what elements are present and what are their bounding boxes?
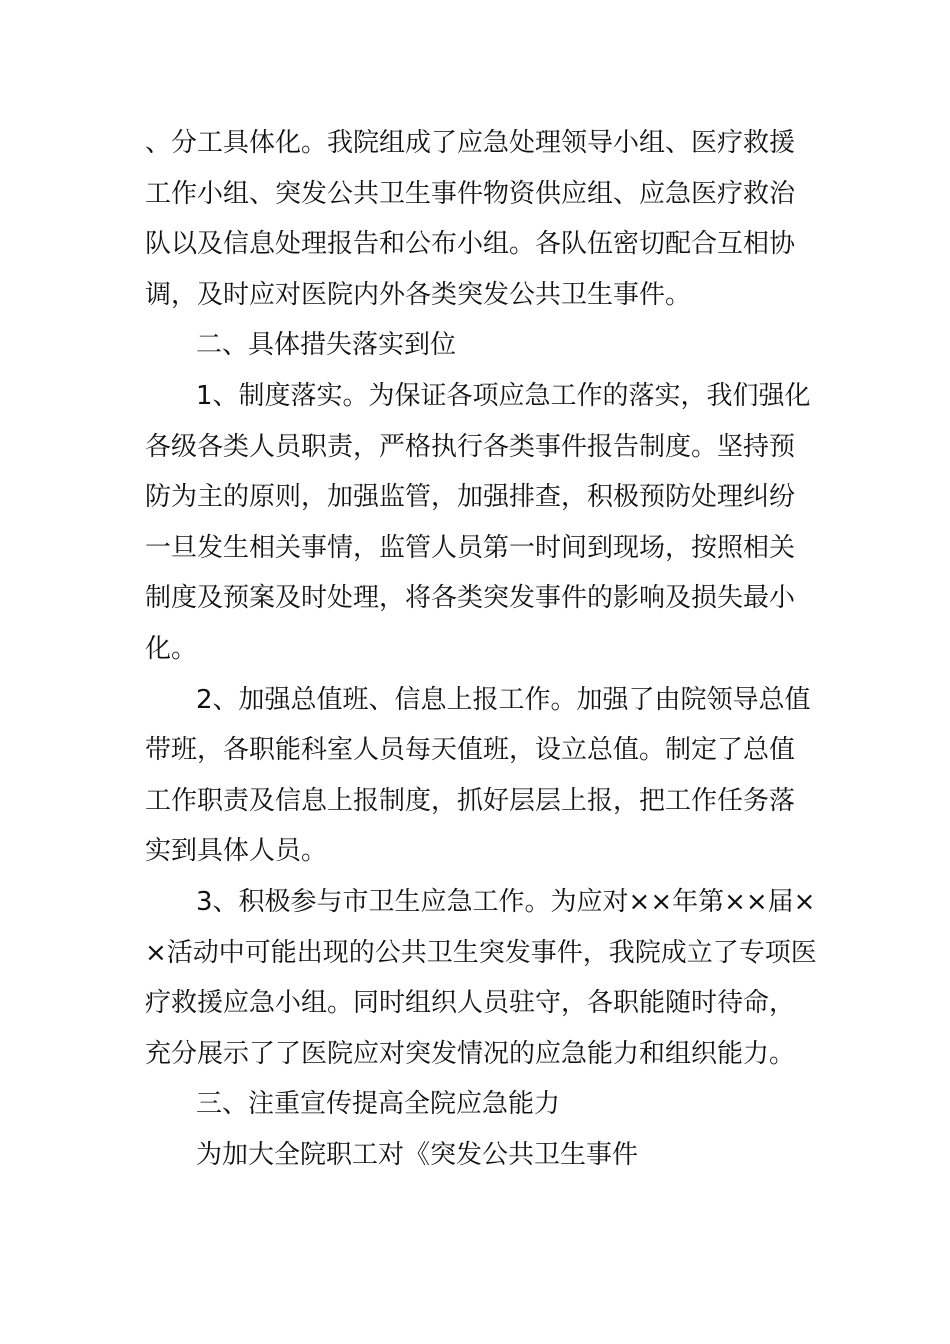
text-line: 疗救援应急小组。同时组织人员驻守，各职能随时待命， xyxy=(145,988,796,1018)
text-line: 2、加强总值班、信息上报工作。加强了由院领导总值 xyxy=(196,685,811,715)
text-line: 一旦发生相关事情，监管人员第一时间到现场，按照相关 xyxy=(145,533,796,563)
text-line: 调，及时应对医院内外各类突发公共卫生事件。 xyxy=(145,280,692,310)
text-line: 1、制度落实。为保证各项应急工作的落实，我们强化 xyxy=(196,381,811,411)
text-line: 各级各类人员职责，严格执行各类事件报告制度。坚持预 xyxy=(145,432,796,462)
text-line: 工作小组、突发公共卫生事件物资供应组、应急医疗救治 xyxy=(145,179,796,209)
text-line: 3、积极参与市卫生应急工作。为应对××年第××届× xyxy=(196,887,816,917)
text-line: 制度及预案及时处理，将各类突发事件的影响及损失最小 xyxy=(145,583,796,613)
text-line: 工作职责及信息上报制度，抓好层层上报，把工作任务落 xyxy=(145,786,796,816)
text-line: 、分工具体化。我院组成了应急处理领导小组、医疗救援 xyxy=(145,128,796,158)
text-line: 实到具体人员。 xyxy=(145,836,328,866)
text-line: 防为主的原则，加强监管，加强排查，积极预防处理纠纷 xyxy=(145,482,796,512)
text-line: ×活动中可能出现的公共卫生突发事件，我院成立了专项医 xyxy=(145,938,817,968)
text-line: 带班，各职能科室人员每天值班，设立总值。制定了总值 xyxy=(145,735,796,765)
text-line: 队以及信息处理报告和公布小组。各队伍密切配合互相协 xyxy=(145,229,796,259)
text-line: 化。 xyxy=(145,634,198,664)
text-line: 充分展示了了医院应对突发情况的应急能力和组织能力。 xyxy=(145,1039,796,1069)
text-line: 为加大全院职工对《突发公共卫生事件 xyxy=(196,1140,639,1170)
section-heading: 二、具体措失落实到位 xyxy=(196,330,457,360)
section-heading: 三、注重宣传提高全院应急能力 xyxy=(196,1089,561,1119)
